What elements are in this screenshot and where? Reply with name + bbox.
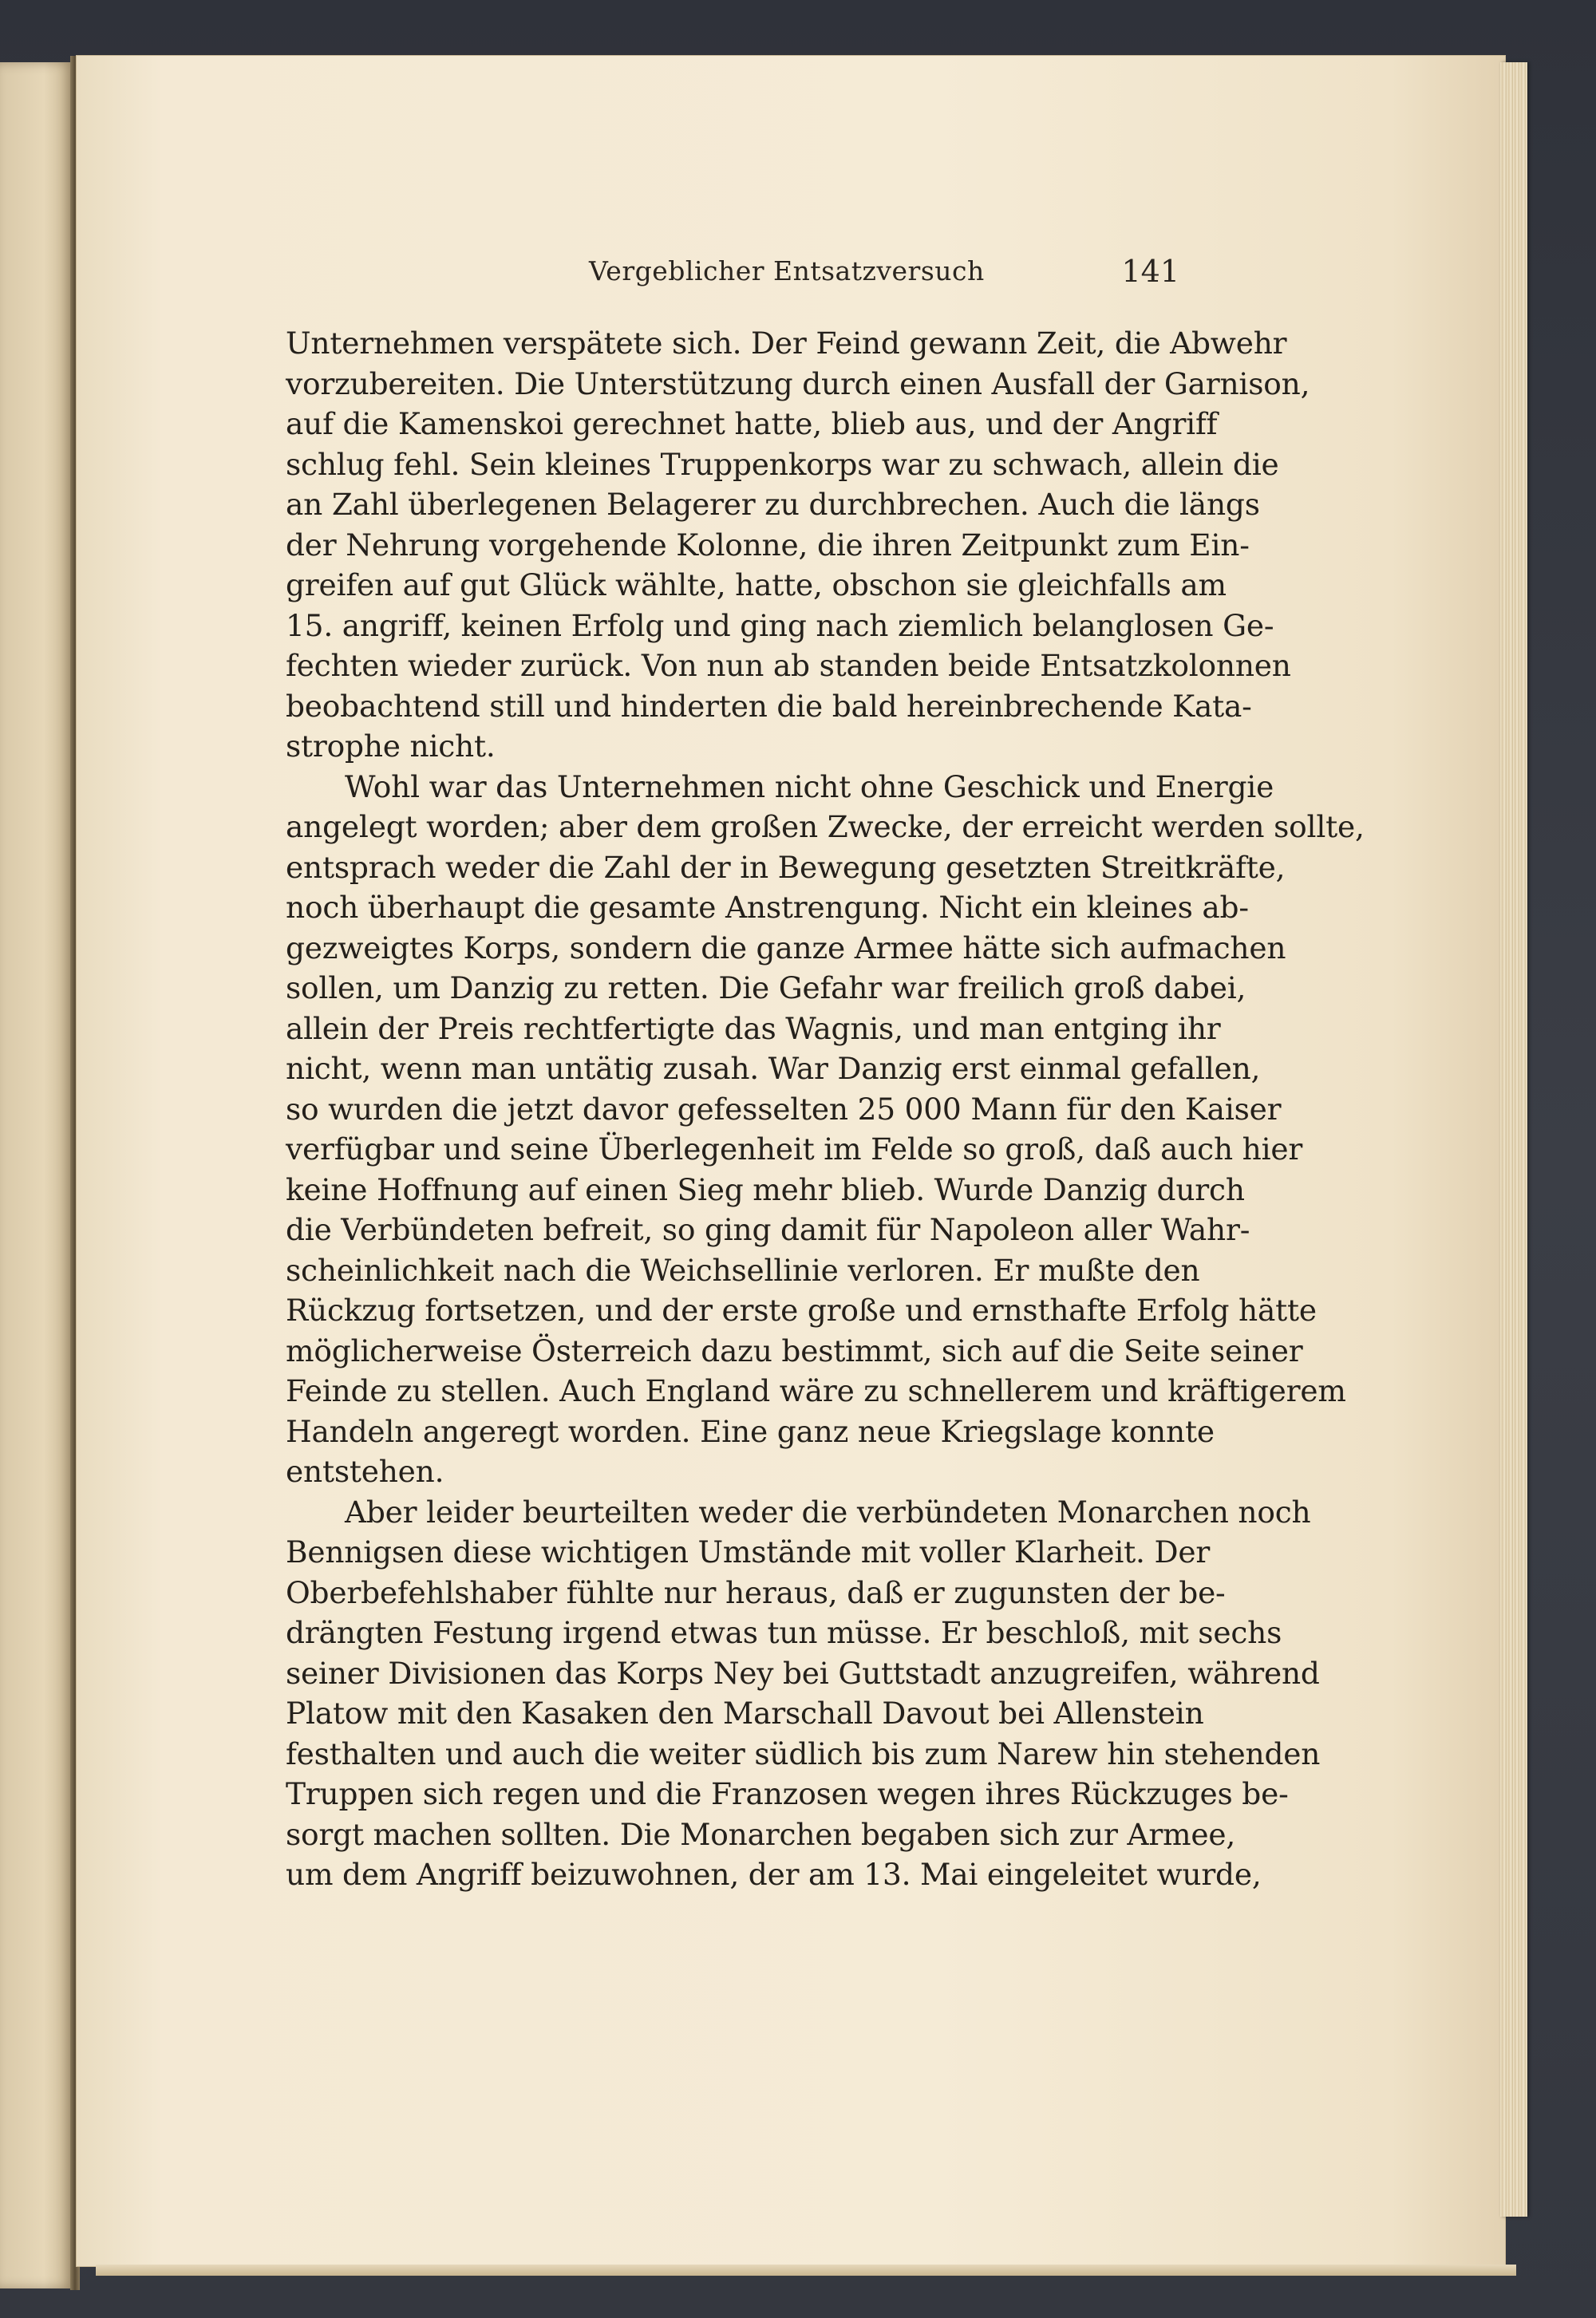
text-line: an Zahl überlegenen Belagerer zu durchbrechen. Auch die längs (286, 487, 1260, 522)
text-line: nicht, wenn man untätig zusah. War Danzig erst einmal gefallen, (286, 1051, 1261, 1086)
page-bottom-edge (96, 2265, 1516, 2276)
facing-page-edge (0, 62, 73, 2288)
text-line: fechten wieder zurück. Von nun ab standen beide Entsatzkolonnen (286, 648, 1291, 683)
text-line: Wohl war das Unternehmen nicht ohne Geschick und Energie (345, 768, 1274, 804)
text-line: gezweigtes Korps, sondern die ganze Armee hätte sich aufmachen (286, 930, 1286, 966)
text-line: drängten Festung irgend etwas tun müsse. Er beschloß, mit sechs (286, 1615, 1282, 1650)
paragraph (286, 767, 1365, 1492)
text-line: verfügbar und seine Überlegenheit im Felde so groß, daß auch hier (286, 1131, 1303, 1167)
text-line: Platow mit den Kasaken den Marschall Davout bei Allenstein (286, 1696, 1204, 1731)
text-line: entstehen. (286, 1454, 444, 1489)
text-line: vorzubereiten. Die Unterstützung durch einen Ausfall der Garnison, (286, 365, 1310, 401)
text-line: greifen auf gut Glück wählte, hatte, obschon sie gleichfalls am (286, 567, 1227, 602)
body-text (286, 323, 1365, 1895)
text-line: Unternehmen verspätete sich. Der Feind gewann Zeit, die Abwehr (286, 326, 1287, 361)
text-line: beobachtend still und hinderten die bald hereinbrechende Kata- (286, 688, 1252, 724)
page-number: 141 (1121, 254, 1179, 289)
text-line: so wurden die jetzt davor gefesselten 25 000 Mann für den Kaiser (286, 1091, 1282, 1127)
text-line: auf die Kamenskoi gerechnet hatte, blieb aus, und der Angriff (286, 406, 1218, 441)
text-line: Bennigsen diese wichtigen Umstände mit voller Klarheit. Der (286, 1534, 1211, 1570)
text-line: noch überhaupt die gesamte Anstrengung. Nicht ein kleines ab- (286, 890, 1249, 925)
text-line: angelegt worden; aber dem großen Zwecke, der erreicht werden sollte, (286, 809, 1365, 844)
text-line: Aber leider beurteilten weder die verbündeten Monarchen noch (345, 1494, 1311, 1530)
paragraph (286, 1492, 1321, 1895)
text-line: sollen, um Danzig zu retten. Die Gefahr war freilich groß dabei, (286, 970, 1246, 1005)
text-line: seiner Divisionen das Korps Ney bei Guttstadt anzugreifen, während (286, 1655, 1320, 1691)
text-line: allein der Preis rechtfertigte das Wagnis, und man entging ihr (286, 1010, 1221, 1046)
paragraph (286, 323, 1310, 767)
text-line: 15. angriff, keinen Erfolg und ging nach ziemlich belanglosen Ge- (286, 607, 1274, 643)
text-line: entsprach weder die Zahl der in Bewegung gesetzten Streitkräfte, (286, 849, 1286, 885)
text-line: die Verbündeten befreit, so ging damit für Napoleon aller Wahr- (286, 1212, 1250, 1247)
text-line: keine Hoffnung auf einen Sieg mehr blieb. Wurde Danzig durch (286, 1171, 1245, 1207)
page-stack-edge (1500, 62, 1527, 2217)
text-line: schlug fehl. Sein kleines Truppenkorps war zu schwach, allein die (286, 446, 1279, 482)
text-line: Handeln angeregt worden. Eine ganz neue Kriegslage konnte (286, 1413, 1215, 1449)
text-line: festhalten und auch die weiter südlich bis zum Narew hin stehenden (286, 1736, 1321, 1771)
text-line: möglicherweise Österreich dazu bestimmt, sich auf die Seite seiner (286, 1333, 1303, 1368)
running-head: Vergeblicher Entsatzversuch (589, 255, 985, 286)
text-line: Truppen sich regen und die Franzosen wegen ihres Rückzuges be- (286, 1776, 1289, 1811)
text-line: strophe nicht. (286, 729, 496, 764)
text-line: Oberbefehlshaber fühlte nur heraus, daß er zugunsten der be- (286, 1574, 1226, 1610)
text-line: Rückzug fortsetzen, und der erste große und ernsthafte Erfolg hätte (286, 1293, 1317, 1328)
page-header (286, 255, 1179, 303)
text-line: um dem Angriff beizuwohnen, der am 13. Mai eingeleitet wurde, (286, 1857, 1262, 1892)
text-line: der Nehrung vorgehende Kolonne, die ihren Zeitpunkt zum Ein- (286, 527, 1250, 563)
text-line: Feinde zu stellen. Auch England wäre zu schnellerem und kräftigerem (286, 1373, 1346, 1408)
text-line: scheinlichkeit nach die Weichsellinie verloren. Er mußte den (286, 1252, 1200, 1288)
text-line: sorgt machen sollten. Die Monarchen begaben sich zur Armee, (286, 1816, 1236, 1852)
